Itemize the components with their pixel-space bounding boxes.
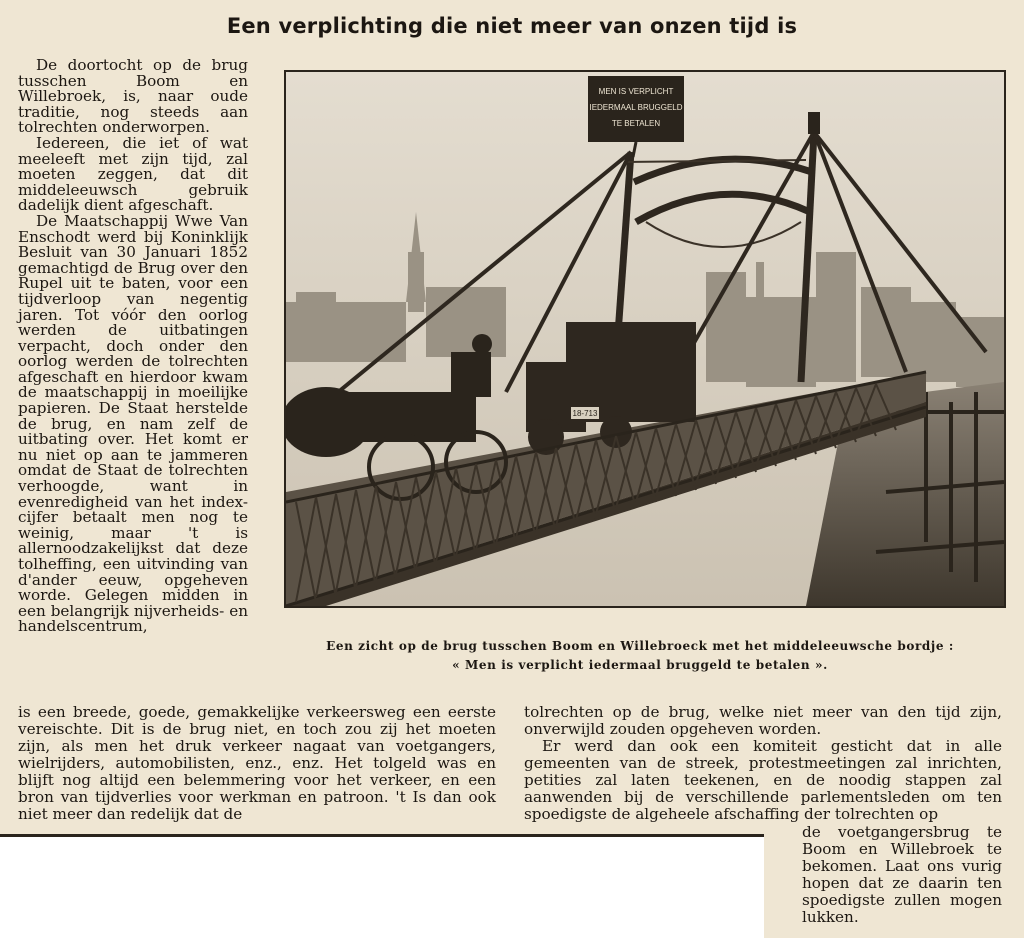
caption-line-1: Een zicht op de brug tusschen Boom en Willebroeck met het middeleeuwsche bordje : [326,639,954,653]
sign-line-2: IEDERMAAL BRUGGELD [589,103,683,112]
bridge-photo [284,70,1006,608]
paragraph-intro: De doortocht op de brug tusschen Boom en Willebroek, is, naar oude traditie, nog steeds aan tolrechten onderworpen. [18,56,248,137]
paragraph-opinion: Iedereen, die iet of wat meeleeft met zijn tijd, zal moeten zeggen, dat dit middeleeuwsch gebruik dadelijk dient afgeschaft. [18,133,248,215]
caption-line-2: « Men is verplicht iedermaal bruggeld te betalen ». [452,658,828,672]
license-plate: 18-713 [572,409,598,418]
paragraph-history: De Maatschappij Wwe Van Enschodt werd bij Koninklijk Besluit van 30 Januari 1852 gemachtigd de Brug over den Rupel uit te baten, voor een tijdverloop van negentig jaren. Tot vóór den oorlog werden de uitbatingen verpacht, doch onder den oorlog werden de tolrechten afgeschaft en hierdoor kwam de maatschappij in moeilijke papieren. De Staat herstelde de brug, en nam zelf de uitbating over. Het komt er nu niet op aan te jammeren omdat de Staat de tolrechten verhoogde, want in evenredigheid van het index-cijfer betaalt men nog te weinig, maar 't is allernoodzakelijkst dat deze tolheffing, een uitvinding van d'ander eeuw, opgeheven worde. Gelegen midden in een belangrijk nijverheids- en handelscentrum, [18,211,248,636]
bridge-photo-illustration [286,72,1004,606]
paragraph-closing: de voetgangersbrug te Boom en Willebroek te bekomen. Laat ons vurig hopen dat ze daarin ten spoedigste zullen mogen lukken. [802,823,1002,926]
paragraph-traffic: is een breede, goede, gemakkelijke verkeersweg een eerste vereischte. Dit is de brug niet, en toch zou zij het moeten zijn, als men het druk verkeer nagaat van voetgangers, wielrijders, automobilisten, enz., enz. Het tolgeld was en blijft nog altijd een belemmering voor het verkeer, en een bron van tijdverlies voor werkman en patroon. 't Is dan ook niet meer dan redelijk dat de [18,703,496,823]
left-column [18,58,248,635]
paragraph-abolish: tolrechten op de brug, welke niet meer van den tijd zijn, onverwijld zouden opgeheven worden. [524,703,1002,738]
lower-right-column [524,704,1002,823]
headline: Een verplichting die niet meer van onzen tijd is [226,14,798,38]
sign-line-1: MEN IS VERPLICHT [598,87,674,96]
photo-caption [260,637,1020,675]
tail-column [802,824,1002,926]
paragraph-committee: Er werd dan ook een komiteit gesticht dat in alle gemeenten van de streek, protestmeetingen zal inrichten, petities zal laten teekenen, en de noodig stappen zal aanwenden bij de verschillende parlementsleden om ten spoedigste de algeheele afschaffing der tolrechten op [524,737,1002,823]
lower-left-column [18,704,496,823]
sign-line-3: TE BETALEN [611,119,661,128]
column-rule [0,834,764,837]
